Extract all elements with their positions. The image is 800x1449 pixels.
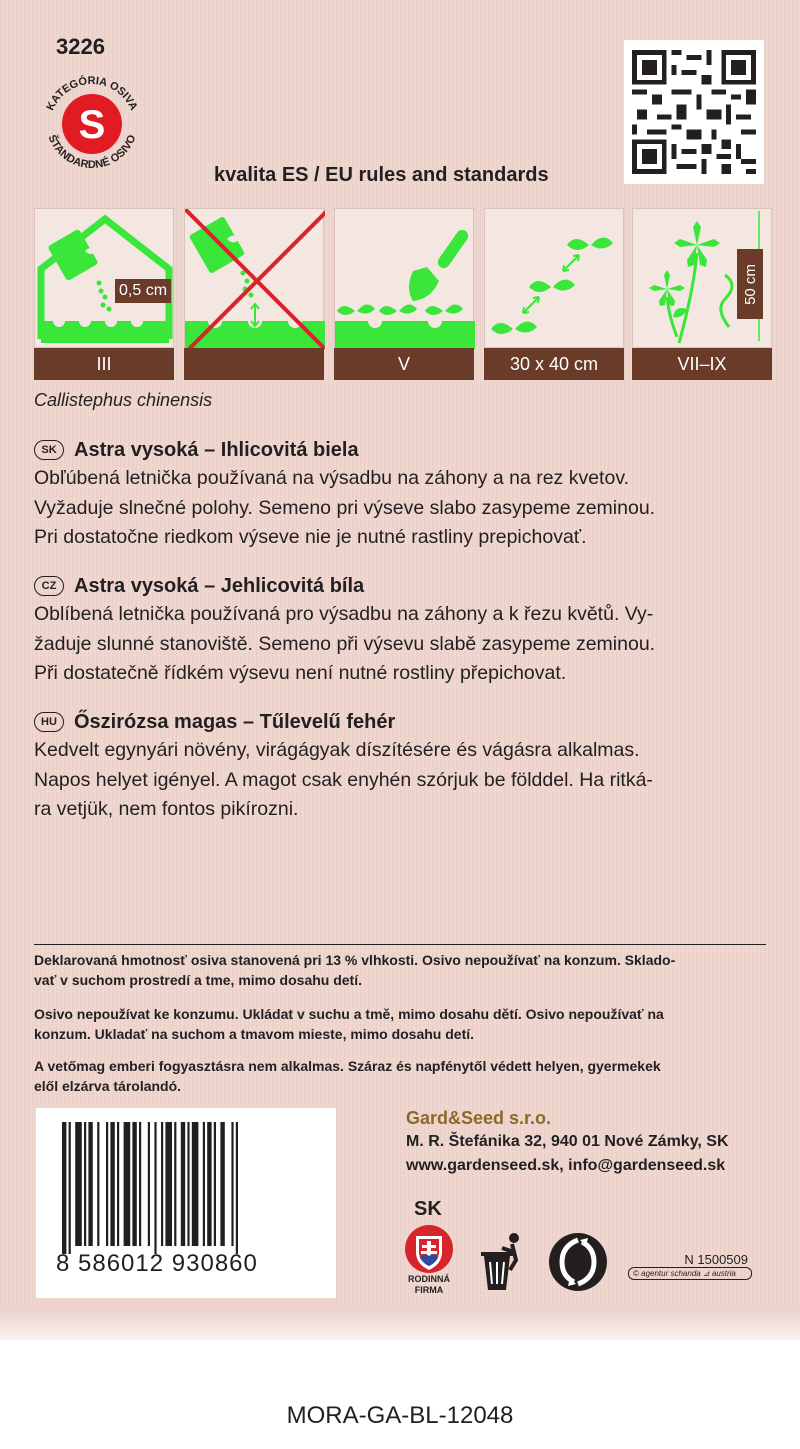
sowing-depth-label: 0,5 cm xyxy=(115,279,171,303)
barcode-bar xyxy=(132,1122,136,1246)
company-name: Gard&Seed s.r.o. xyxy=(406,1108,552,1128)
pictogram-flowering xyxy=(632,208,772,380)
barcode-bar xyxy=(187,1122,189,1246)
plant-height-label: 50 cm xyxy=(737,249,763,319)
direct-sowing-crossed-icon xyxy=(185,209,325,349)
description-line: žaduje slunné stanoviště. Semeno při výsevu slabě zasypeme zeminou. xyxy=(34,632,656,655)
company-contact[interactable]: www.gardenseed.sk, info@gardenseed.sk xyxy=(406,1157,726,1174)
variety-number: 3226 xyxy=(56,34,105,59)
certification-agency: © agentur schanda ⊿ austria xyxy=(628,1267,752,1280)
warning-cz: Osivo nepoužívat ke konzumu. Ukládat v suchu a tmě, mimo dosahu dětí. Osivo nepoužívať na konzum. Ukladať na suchom a tmavom mieste, mimo dosahu detí. xyxy=(34,1006,664,1042)
slovak-family-firm-icon xyxy=(404,1224,454,1274)
barcode-bar xyxy=(124,1122,131,1246)
company-info xyxy=(406,1106,729,1178)
barcode-bar xyxy=(174,1122,176,1246)
seal-letter: S xyxy=(78,103,106,147)
certification-code: N 1500509 xyxy=(684,1252,748,1267)
direct-sowing-caption xyxy=(184,348,324,380)
barcode-bar xyxy=(214,1122,216,1246)
language-badge-cz: CZ xyxy=(34,576,64,596)
spacing-caption: 30 x 40 cm xyxy=(484,348,624,380)
country-label: SK xyxy=(414,1198,442,1220)
variety-title-sk: Astra vysoká – Ihlicovitá biela xyxy=(74,438,359,461)
warning-hu: A vetőmag emberi fogyasztásra nem alkalmas. Száraz és napfénytől védett helyen, gyermekek elől elzárva tárolandó. xyxy=(34,1058,661,1094)
variety-title-hu: Őszirózsa magas – Tűlevelű fehér xyxy=(74,710,396,733)
description-line: Obľúbená letnička používaná na výsadbu na záhony a na rez kvetov. xyxy=(34,467,630,489)
barcode-bar xyxy=(84,1122,86,1246)
flowering-month-caption: VII–IX xyxy=(632,348,772,380)
barcode-bar xyxy=(207,1122,211,1246)
barcode-bar xyxy=(110,1122,114,1246)
barcode-bar xyxy=(106,1122,108,1246)
barcode-bar xyxy=(161,1122,163,1246)
barcode-bar xyxy=(165,1122,172,1246)
description-line: Oblíbená letnička používaná pro výsadbu na záhony a k řezu květů. Vy- xyxy=(34,603,654,625)
family-firm-caption: RODINNÁ FIRMA xyxy=(408,1274,450,1295)
dispose-in-bin-icon xyxy=(478,1232,530,1292)
bottom-strip xyxy=(0,1340,800,1449)
barcode-bar xyxy=(88,1122,92,1246)
quality-standard: kvalita ES / EU rules and standards xyxy=(214,164,549,186)
pictogram-greenhouse xyxy=(34,208,174,380)
description-line: Při dostatečně řídkém výsevu není nutné rostliny přepichovat. xyxy=(34,662,567,684)
sowing-month-caption: III xyxy=(34,348,174,380)
latin-name: Callistephus chinensis xyxy=(34,390,213,410)
description-line: Pri dostatočne riedkom výseve nie je nutné rastliny prepichovať. xyxy=(34,526,587,548)
description-line: Vyžaduje slnečné polohy. Semeno pri výseve slabo zasypeme zeminou. xyxy=(34,496,656,519)
qr-code-icon xyxy=(632,48,756,176)
company-address: M. R. Štefánika 32, 940 01 Nové Zámky, SK xyxy=(406,1133,729,1150)
certification xyxy=(628,1252,752,1280)
barcode-bar xyxy=(236,1122,238,1254)
description-cz xyxy=(34,572,774,689)
variety-title-cz: Astra vysoká – Jehlicovitá bíla xyxy=(74,574,365,597)
barcode-bar xyxy=(69,1122,71,1254)
product-code: MORA-GA-BL-12048 xyxy=(286,1402,514,1429)
description-line: Napos helyet igényel. A magot csak enyhén szórjuk be földdel. Ha ritká- xyxy=(34,768,653,791)
transplant-trowel-icon xyxy=(335,209,475,349)
plant-spacing-icon xyxy=(485,209,625,349)
pictogram-direct-sowing xyxy=(184,208,324,380)
description-hu xyxy=(34,708,774,825)
barcode-bar xyxy=(203,1122,205,1246)
barcode-bars xyxy=(36,1108,336,1258)
description-line: Kedvelt egynyári növény, virágágyak díszítésére és vágásra alkalmas. xyxy=(34,739,640,761)
barcode-bar xyxy=(139,1122,141,1246)
description-sk xyxy=(34,436,774,553)
seed-category-seal xyxy=(32,64,152,184)
description-line: ra vetjük, nem fontos pikírozni. xyxy=(34,798,299,820)
barcode-bar xyxy=(192,1122,199,1246)
warning-sk: Deklarovaná hmotnosť osiva stanovená pri 13 % vlhkosti. Osivo nepoužívať na konzum. Sklado- vať v suchom prostredí a tme, mimo dosahu detí. xyxy=(34,952,676,988)
green-dot-recycle-icon xyxy=(548,1232,608,1292)
transplant-month-caption: V xyxy=(334,348,474,380)
barcode-bar xyxy=(220,1122,224,1246)
language-badge-sk: SK xyxy=(34,440,64,460)
pictogram-transplant xyxy=(334,208,474,380)
language-badge-hu: HU xyxy=(34,712,64,732)
barcode-bar xyxy=(62,1122,66,1254)
seal-top-text: KATEGÓRIA OSIVA xyxy=(44,74,140,113)
seal-bottom-text: ŠTANDARDNÉ OSIVO xyxy=(45,133,139,171)
barcode-number: 8 586012 930860 xyxy=(56,1250,258,1277)
qr-code[interactable] xyxy=(624,40,764,184)
divider xyxy=(34,944,766,945)
pictogram-spacing xyxy=(484,208,624,380)
barcode-bar xyxy=(97,1122,99,1246)
barcode-bar xyxy=(148,1122,150,1246)
barcode xyxy=(36,1108,336,1298)
barcode-bar xyxy=(181,1122,185,1246)
sowing-pictograms xyxy=(34,208,772,380)
barcode-bar xyxy=(231,1122,233,1246)
barcode-bar xyxy=(75,1122,82,1246)
barcode-bar xyxy=(117,1122,119,1246)
barcode-bar xyxy=(154,1122,156,1254)
